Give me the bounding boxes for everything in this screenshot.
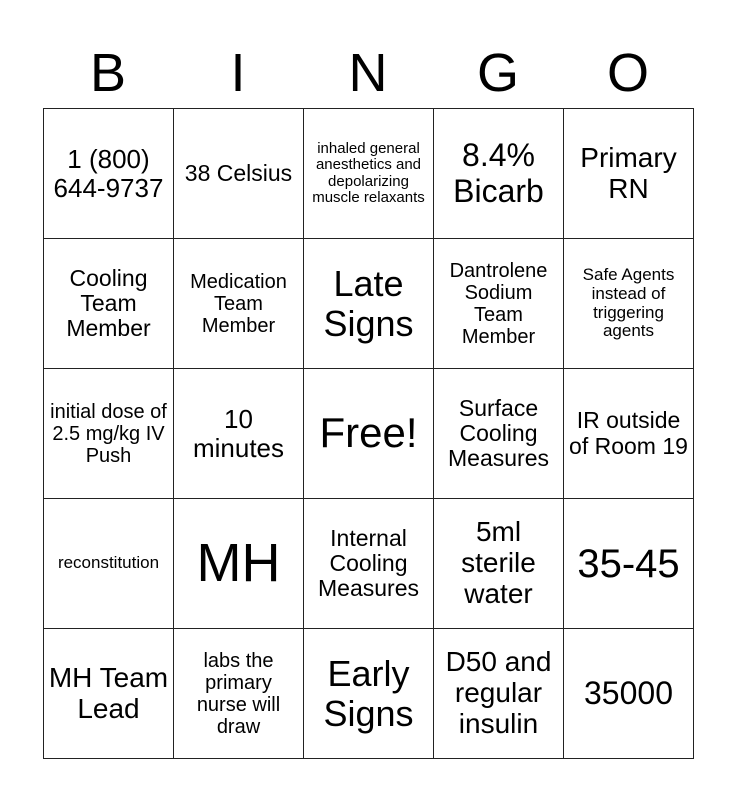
board-row — [44, 109, 694, 239]
bingo-cell[interactable]: Surface Cooling Measures — [434, 369, 564, 499]
bingo-cell[interactable]: Safe Agents instead of triggering agents — [564, 239, 694, 369]
bingo-cell[interactable]: 5ml sterile water — [434, 499, 564, 629]
bingo-cell[interactable]: Dantrolene Sodium Team Member — [434, 239, 564, 369]
bingo-cell[interactable]: Cooling Team Member — [44, 239, 174, 369]
bingo-cell[interactable]: 10 minutes — [174, 369, 304, 499]
header-letter-g: G — [476, 43, 519, 103]
bingo-cell[interactable]: IR outside of Room 19 — [564, 369, 694, 499]
header-letter-i: I — [230, 43, 246, 103]
bingo-cell[interactable]: Late Signs — [304, 239, 434, 369]
bingo-cell[interactable]: MH Team Lead — [44, 629, 174, 759]
header-letter-n: N — [348, 43, 388, 103]
bingo-cell[interactable]: Early Signs — [304, 629, 434, 759]
bingo-cell[interactable]: 35000 — [564, 629, 694, 759]
bingo-cell[interactable]: reconstitution — [44, 499, 174, 629]
bingo-cell[interactable]: 1 (800) 644-9737 — [44, 109, 174, 239]
header-letter-o: O — [606, 43, 649, 103]
board-row — [44, 499, 694, 629]
free-space-cell[interactable]: Free! — [304, 369, 434, 499]
bingo-cell[interactable]: Internal Cooling Measures — [304, 499, 434, 629]
header-letter-b: B — [89, 43, 127, 103]
board-row — [44, 239, 694, 369]
bingo-cell[interactable]: inhaled general anesthetics and depolarizing muscle relaxants — [304, 109, 434, 239]
bingo-cell[interactable]: Primary RN — [564, 109, 694, 239]
bingo-cell[interactable]: 35-45 — [564, 499, 694, 629]
bingo-cell[interactable]: Medication Team Member — [174, 239, 304, 369]
bingo-cell[interactable]: initial dose of 2.5 mg/kg IV Push — [44, 369, 174, 499]
bingo-cell[interactable]: 38 Celsius — [174, 109, 304, 239]
bingo-board — [43, 108, 694, 759]
bingo-cell[interactable]: D50 and regular insulin — [434, 629, 564, 759]
board-row — [44, 369, 694, 499]
bingo-cell[interactable]: labs the primary nurse will draw — [174, 629, 304, 759]
bingo-header — [43, 38, 693, 108]
board-row — [44, 629, 694, 759]
bingo-cell[interactable]: 8.4% Bicarb — [434, 109, 564, 239]
bingo-cell[interactable]: MH — [174, 499, 304, 629]
